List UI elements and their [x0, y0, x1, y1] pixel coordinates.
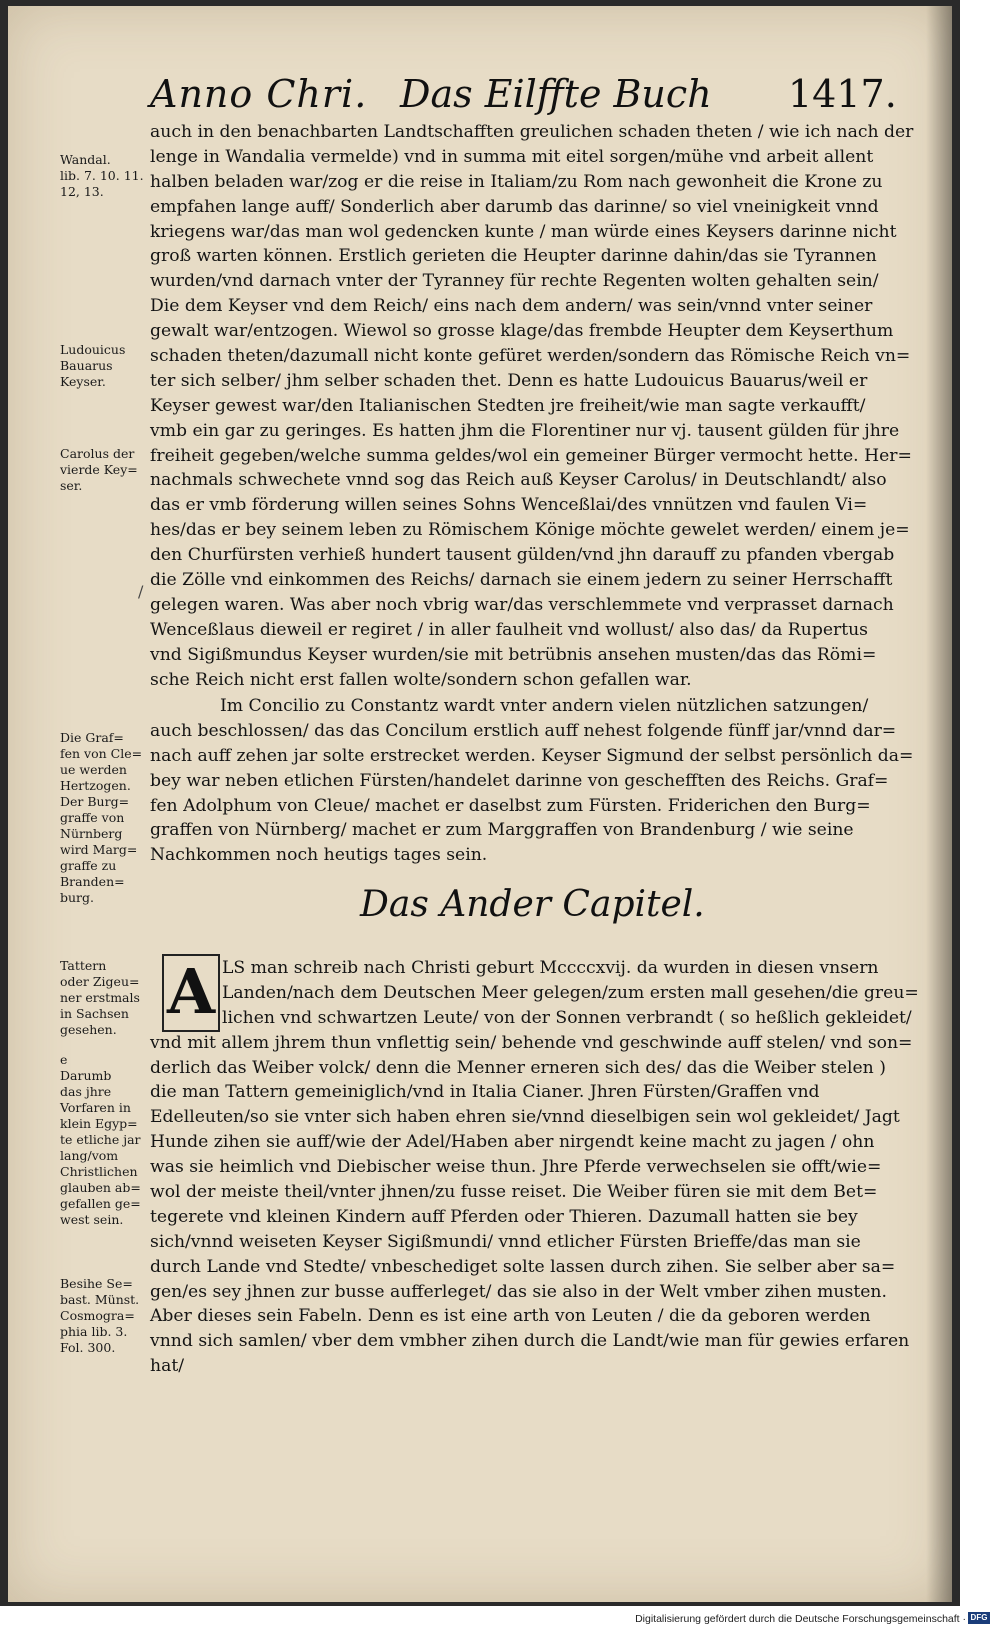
signature-mark: / — [138, 582, 144, 601]
margin-line: burg. — [60, 890, 95, 905]
text-line: auch beschlossen/ das das Concilum erstlich auff nehest folgende fünff jar/vnnd dar= — [150, 720, 897, 741]
margin-note-besihe — [60, 1276, 156, 1356]
margin-line: Tattern — [60, 958, 107, 973]
text-line: hat/ — [150, 1356, 185, 1377]
running-head-left: Anno Chri. — [150, 72, 368, 116]
margin-line: Darumb — [60, 1068, 112, 1083]
margin-line: das jhre — [60, 1084, 112, 1099]
margin-line: Der Burg= — [60, 794, 130, 809]
margin-line: Besihe Se= — [60, 1276, 133, 1291]
margin-line: Carolus der — [60, 446, 135, 461]
margin-note-carolus — [60, 446, 156, 494]
text-line: auch in den benachbarten Landtschafften greulichen schaden theten / wie ich nach der — [150, 122, 914, 142]
text-line: durch Lande vnd Stedte/ vnbeschediget solte lassen durch zihen. Sie selber aber sa= — [150, 1256, 896, 1277]
drop-initial: A — [162, 954, 220, 1032]
text-line: LS man schreib nach Christi geburt Mccccxvij. da wurden in diesen vnsern — [222, 958, 879, 978]
margin-line: ue werden — [60, 762, 127, 777]
text-line: den Churfürsten verhieß hundert tausent gülden/vnd jhn darauff zu pfanden vbergab — [150, 545, 895, 566]
text-line: Wenceßlaus dieweil er regiret / in aller faulheit vnd wollust/ also das/ da Rupertus — [150, 619, 869, 640]
text-line: wol der meiste theil/vnter jhnen/zu fusse reiset. Die Weiber füren sie mit dem Bet= — [150, 1182, 878, 1203]
text-line: Aber dieses sein Fabeln. Denn es ist eine arth von Leuten / die da geboren werden — [150, 1306, 871, 1327]
margin-line: in Sachsen — [60, 1006, 129, 1021]
margin-line: glauben ab= — [60, 1180, 141, 1195]
text-line: ter sich selber/ jhm selber schaden thet. Denn es hatte Ludouicus Bauarus/weil er — [150, 370, 868, 391]
margin-line: 12, 13. — [60, 184, 104, 199]
text-line: vnnd sich samlen/ vber dem vmbher zihen durch die Landt/wie man für gewies erfaren — [150, 1331, 910, 1352]
text-line: fen Adolphum von Cleue/ machet er daselbst zum Fürsten. Friderichen den Burg= — [150, 795, 871, 816]
text-line: die man Tattern gemeiniglich/vnd in Italia Cianer. Jhren Fürsten/Graffen vnd — [150, 1082, 820, 1103]
text-line: vmb ein gar zu geringes. Es hatten jhm die Florentiner nur vj. tausent gülden für jhre — [150, 420, 900, 441]
dfg-logo: DFG — [968, 1612, 990, 1624]
paragraph-3 — [150, 956, 919, 1379]
text-line: gewalt war/entzogen. Wiewol so grosse klage/das frembde Heupter dem Keyserthum — [150, 321, 894, 342]
margin-line: ser. — [60, 478, 83, 493]
running-head-year: 1417. — [788, 72, 897, 116]
paragraph-2 — [150, 694, 914, 868]
margin-line: Branden= — [60, 874, 125, 889]
margin-line: Die Graf= — [60, 730, 124, 745]
margin-line: oder Zigeu= — [60, 974, 140, 989]
margin-line: fen von Cle= — [60, 746, 143, 761]
text-line: halben beladen war/zog er die reise in Italiam/zu Rom nach gewonheit die Krone zu — [150, 171, 883, 192]
text-line: das er vmb förderung willen seines Sohns Wenceßlai/des vnnützen vnd faulen Vi= — [150, 495, 868, 516]
text-line: Die dem Keyser vnd dem Reich/ eins nach dem andern/ was sein/vnnd vnter seiner — [150, 296, 873, 317]
text-line: nachmals schwechete vnnd sog das Reich auß Keyser Carolus/ in Deutschlandt/ also — [150, 470, 887, 491]
margin-line: lib. 7. 10. 11. — [60, 168, 144, 183]
margin-line: Cosmogra= — [60, 1308, 135, 1323]
margin-note-ludouicus — [60, 342, 156, 390]
text-line: Nachkommen noch heutigs tages sein. — [150, 845, 488, 866]
text-line: sich/vnnd weiseten Keyser Sigißmundi/ vnnd etlicher Fürsten Brieffe/das man sie — [150, 1231, 861, 1252]
margin-line: phia lib. 3. — [60, 1324, 128, 1339]
margin-note-tattern — [60, 958, 156, 1038]
margin-line: Nürnberg — [60, 826, 123, 841]
margin-line: west sein. — [60, 1212, 124, 1227]
text-line: Edelleuten/so sie vnter sich haben ehren sie/vnnd dieselbigen sein wol gekleidet/ Jagt — [150, 1107, 900, 1128]
text-line: vnd Sigißmundus Keyser wurden/sie mit betrübnis ansehen musten/das das Römi= — [150, 644, 877, 665]
page-gutter-shadow — [926, 6, 952, 1602]
margin-line: Hertzogen. — [60, 778, 131, 793]
text-line: derlich das Weiber volck/ denn die Menner erneren sich des/ das die Weiber stelen ) — [150, 1057, 886, 1078]
text-line: vnd mit allem jhrem thun vnflettig sein/ behende vnd geschwinde auff stelen/ vnd son= — [150, 1032, 913, 1053]
text-line: die Zölle vnd einkommen des Reichs/ darnach sie einem jedern zu seiner Herrschafft — [150, 570, 893, 591]
text-line: lichen vnd schwartzen Leute/ von der Sonnen verbrandt ( so heßlich gekleidet/ — [222, 1007, 912, 1028]
margin-line: ner erstmals — [60, 990, 140, 1005]
text-line: schaden theten/dazumall nicht konte gefüret werden/sondern das Römische Reich vn= — [150, 346, 911, 367]
margin-note-graffen — [60, 730, 156, 906]
margin-line: wird Marg= — [60, 842, 138, 857]
text-line: was sie heimlich vnd Diebischer weise thun. Jhre Pferde verwechselen sie offt/wie= — [150, 1157, 882, 1178]
paragraph-1 — [150, 120, 914, 692]
margin-line: lang/vom — [60, 1148, 119, 1163]
text-line: wurden/vnd darnach vnter der Tyranney für rechte Regenten wolten gehalten sein/ — [150, 271, 879, 292]
margin-line: vierde Key= — [60, 462, 138, 477]
margin-line: gefallen ge= — [60, 1196, 141, 1211]
margin-line: te etliche jar — [60, 1132, 141, 1147]
running-head-title: Das Eilffte Buch — [400, 72, 712, 116]
margin-line: klein Egyp= — [60, 1116, 138, 1131]
text-line: groß warten können. Erstlich gerieten die Heupter darinne dahin/das sie Tyrannen — [150, 246, 877, 267]
margin-line: Vorfaren in — [60, 1100, 131, 1115]
margin-line: bast. Münst. — [60, 1292, 140, 1307]
text-line: gen/es sey jhnen zur busse aufferleget/ das sie also in der Welt vmber zihen musten. — [150, 1281, 887, 1302]
text-line: graffen von Nürnberg/ machet er zum Marggraffen von Brandenburg / wie seine — [150, 820, 854, 841]
margin-line: Bauarus — [60, 358, 113, 373]
text-line: hes/das er bey seinem leben zu Römischem Könige möchte gewelet werden/ einem je= — [150, 520, 910, 541]
text-line: gelegen waren. Was aber noch vbrig war/das verschlemmete vnd verprasset darnach — [150, 594, 894, 615]
footer-credit: Digitalisierung gefördert durch die Deutsche Forschungsgemeinschaft · — [635, 1613, 966, 1625]
margin-line: Christlichen — [60, 1164, 138, 1179]
margin-line: Keyser. — [60, 374, 106, 389]
margin-line: graffe zu — [60, 858, 117, 873]
margin-line: gesehen. — [60, 1022, 117, 1037]
text-line: bey war neben etlichen Fürsten/handelet darinne von geschefften des Reichs. Graf= — [150, 770, 889, 791]
chapter-title: Das Ander Capitel. — [360, 884, 705, 925]
text-line: Hunde zihen sie auff/wie der Adel/Haben aber nirgendt keine macht zu jagen / ohn — [150, 1132, 875, 1153]
text-line: Im Concilio zu Constantz wardt vnter andern vielen nützlichen satzungen/ — [220, 696, 869, 716]
margin-note-wandal — [60, 152, 156, 200]
text-line: kriegens war/das man wol gedencken kunte / man würde eines Keysers darinne nicht — [150, 221, 897, 242]
margin-line: Wandal. — [60, 152, 111, 167]
margin-line: Fol. 300. — [60, 1340, 116, 1355]
margin-line: e — [60, 1052, 68, 1067]
margin-note-darumb — [60, 1052, 156, 1228]
text-line: tegerete vnd kleinen Kindern auff Pferden oder Thieren. Dazumall hatten sie bey — [150, 1206, 858, 1227]
text-line: freiheit gegeben/welche summa geldes/wol ein gemeiner Bürger vermocht hette. Her= — [150, 445, 912, 466]
text-line: Keyser gewest war/den Italianischen Stedten jre freiheit/wie man sagte verkaufft/ — [150, 395, 866, 416]
text-line: empfahen lange auff/ Sonderlich aber darumb das darinne/ so viel vneinigkeit vnnd — [150, 196, 879, 217]
margin-line: graffe von — [60, 810, 125, 825]
text-line: Landen/nach dem Deutschen Meer gelegen/zum ersten mall gesehen/die greu= — [222, 982, 919, 1003]
text-line: sche Reich nicht erst fallen wolte/sondern schon gefallen war. — [150, 669, 692, 690]
text-line: nach auff zehen jar solte erstrecket werden. Keyser Sigmund der selbst persönlich da= — [150, 745, 914, 766]
text-line: lenge in Wandalia vermelde) vnd in summa mit eitel sorgen/mühe vnd arbeit allent — [150, 146, 874, 167]
margin-line: Ludouicus — [60, 342, 126, 357]
